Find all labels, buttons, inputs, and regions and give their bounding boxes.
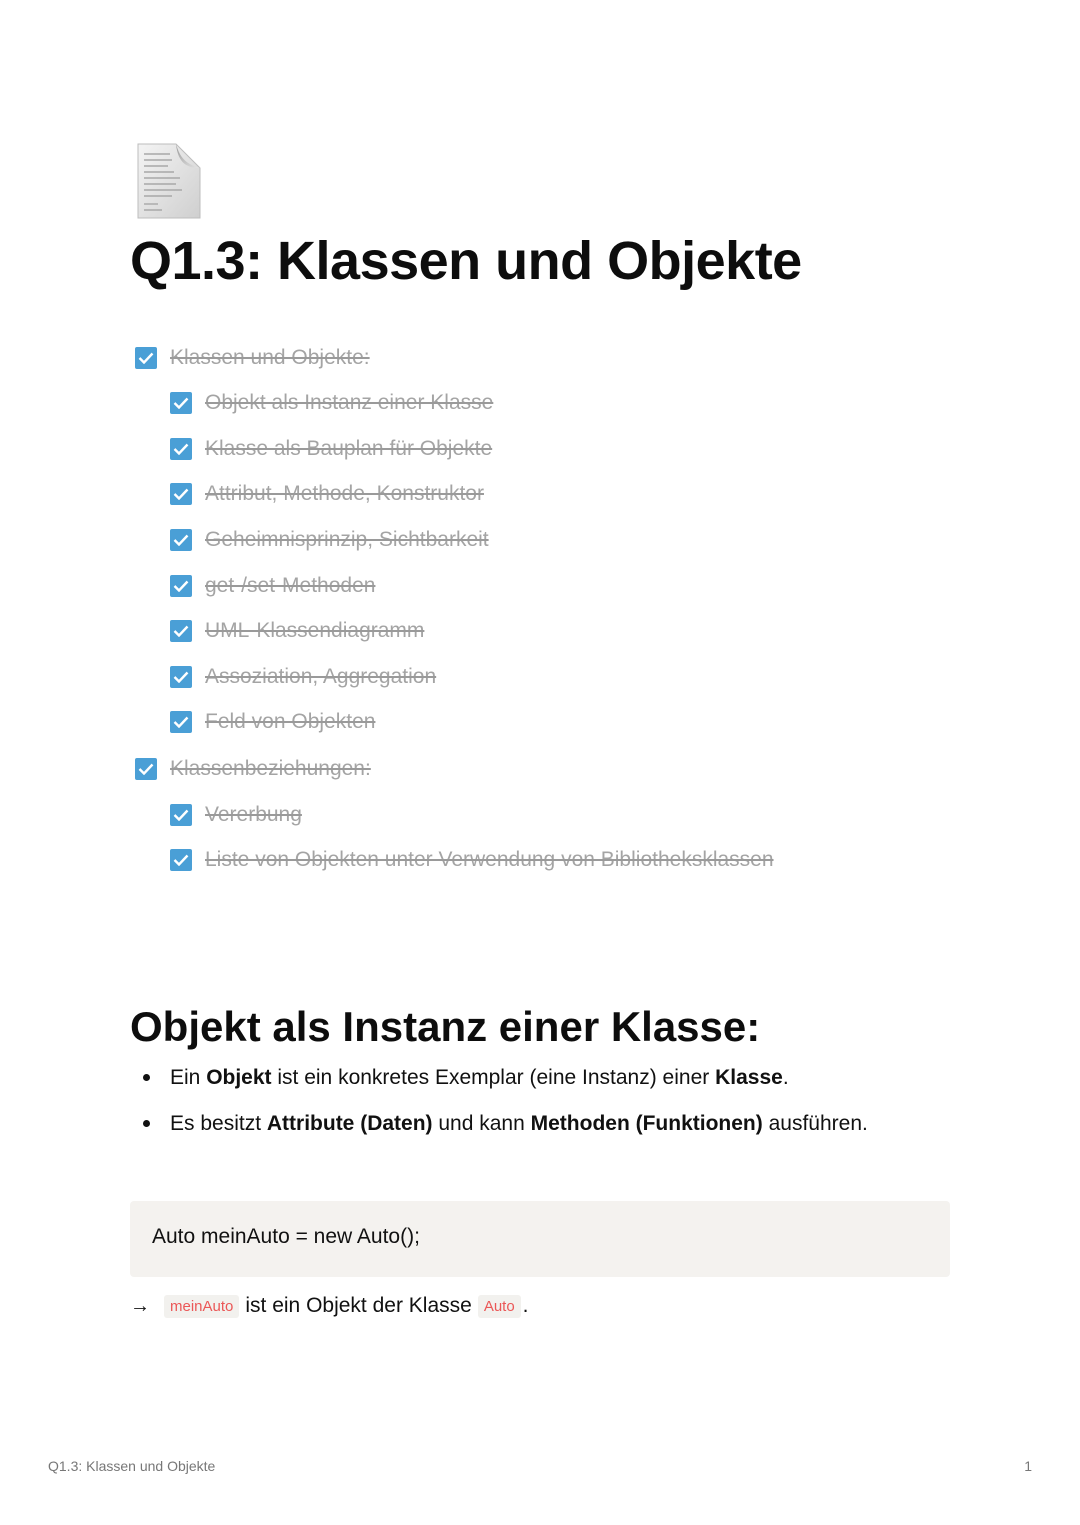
todo-item[interactable] [170, 802, 302, 828]
checkbox-checked-icon[interactable] [170, 392, 192, 414]
note-line [130, 1290, 529, 1322]
todo-label: Vererbung [205, 803, 302, 826]
checkbox-checked-icon[interactable] [170, 620, 192, 642]
list-item [130, 1108, 990, 1154]
bold-term: Methoden (Funktionen) [530, 1112, 763, 1135]
code-line: Auto meinAuto = new Auto(); [152, 1225, 420, 1248]
code-block[interactable] [130, 1201, 950, 1277]
checkbox-checked-icon[interactable] [170, 529, 192, 551]
todo-item[interactable] [170, 618, 424, 644]
note-period: . [522, 1294, 529, 1317]
todo-item[interactable] [170, 527, 489, 553]
bullet-dot-icon [143, 1120, 150, 1127]
checkbox-checked-icon[interactable] [135, 758, 157, 780]
checkbox-checked-icon[interactable] [135, 347, 157, 369]
bullet-text: ausführen. [762, 1112, 868, 1135]
bullet-text: Ein [170, 1066, 207, 1089]
page-number: 1 [1024, 1458, 1032, 1474]
todo-label: Klassen und Objekte: [170, 346, 370, 369]
todo-label: Klasse als Bauplan für Objekte [205, 437, 493, 460]
note-text: ist ein Objekt der Klasse [245, 1294, 472, 1317]
todo-label: Objekt als Instanz einer Klasse [205, 391, 494, 414]
todo-label: Assoziation, Aggregation [205, 665, 437, 688]
section-heading: Objekt als Instanz einer Klasse: [130, 1003, 761, 1050]
todo-label: UML-Klassendiagramm [205, 619, 425, 642]
checkbox-checked-icon[interactable] [170, 575, 192, 597]
todo-item[interactable] [170, 573, 375, 599]
todo-item[interactable] [170, 664, 436, 690]
list-item [130, 1062, 990, 1108]
checkbox-checked-icon[interactable] [170, 849, 192, 871]
bold-term: Klasse [715, 1066, 783, 1089]
footer-title: Q1.3: Klassen und Objekte [48, 1458, 216, 1474]
todo-item[interactable] [170, 709, 375, 735]
bold-term: Objekt [206, 1066, 272, 1089]
bullet-text: und kann [432, 1112, 531, 1135]
todo-item[interactable] [170, 481, 484, 507]
bold-term: Attribute (Daten) [266, 1112, 433, 1135]
checkbox-checked-icon[interactable] [170, 666, 192, 688]
arrow-right-icon: → [130, 1294, 150, 1317]
todo-item[interactable] [170, 847, 774, 873]
bullet-list [130, 1062, 990, 1154]
checkbox-checked-icon[interactable] [170, 804, 192, 826]
todo-label: Geheimnisprinzip, Sichtbarkeit [205, 528, 489, 551]
checkbox-checked-icon[interactable] [170, 711, 192, 733]
checkbox-checked-icon[interactable] [170, 483, 192, 505]
page-title: Q1.3: Klassen und Objekte [130, 231, 802, 291]
bullet-dot-icon [143, 1074, 150, 1081]
todo-item[interactable] [135, 345, 370, 371]
todo-label: Liste von Objekten unter Verwendung von Bibliotheksklassen [205, 848, 774, 871]
todo-label: Klassenbeziehungen: [170, 757, 371, 780]
bullet-text: ist ein konkretes Exemplar (eine Instanz) einer [271, 1066, 716, 1089]
bullet-text: . [782, 1066, 789, 1089]
bullet-text: Es besitzt [170, 1112, 267, 1135]
todo-label: Attribut, Methode, Konstruktor [205, 482, 484, 505]
document-page-icon [136, 142, 202, 220]
todo-item[interactable] [170, 390, 493, 416]
todo-label: Feld von Objekten [205, 710, 376, 733]
todo-label: get-/set-Methoden [205, 574, 376, 597]
todo-item[interactable] [170, 436, 492, 462]
inline-code: meinAuto [164, 1295, 239, 1318]
todo-item[interactable] [135, 756, 371, 782]
checkbox-checked-icon[interactable] [170, 438, 192, 460]
inline-code: Auto [478, 1295, 521, 1318]
